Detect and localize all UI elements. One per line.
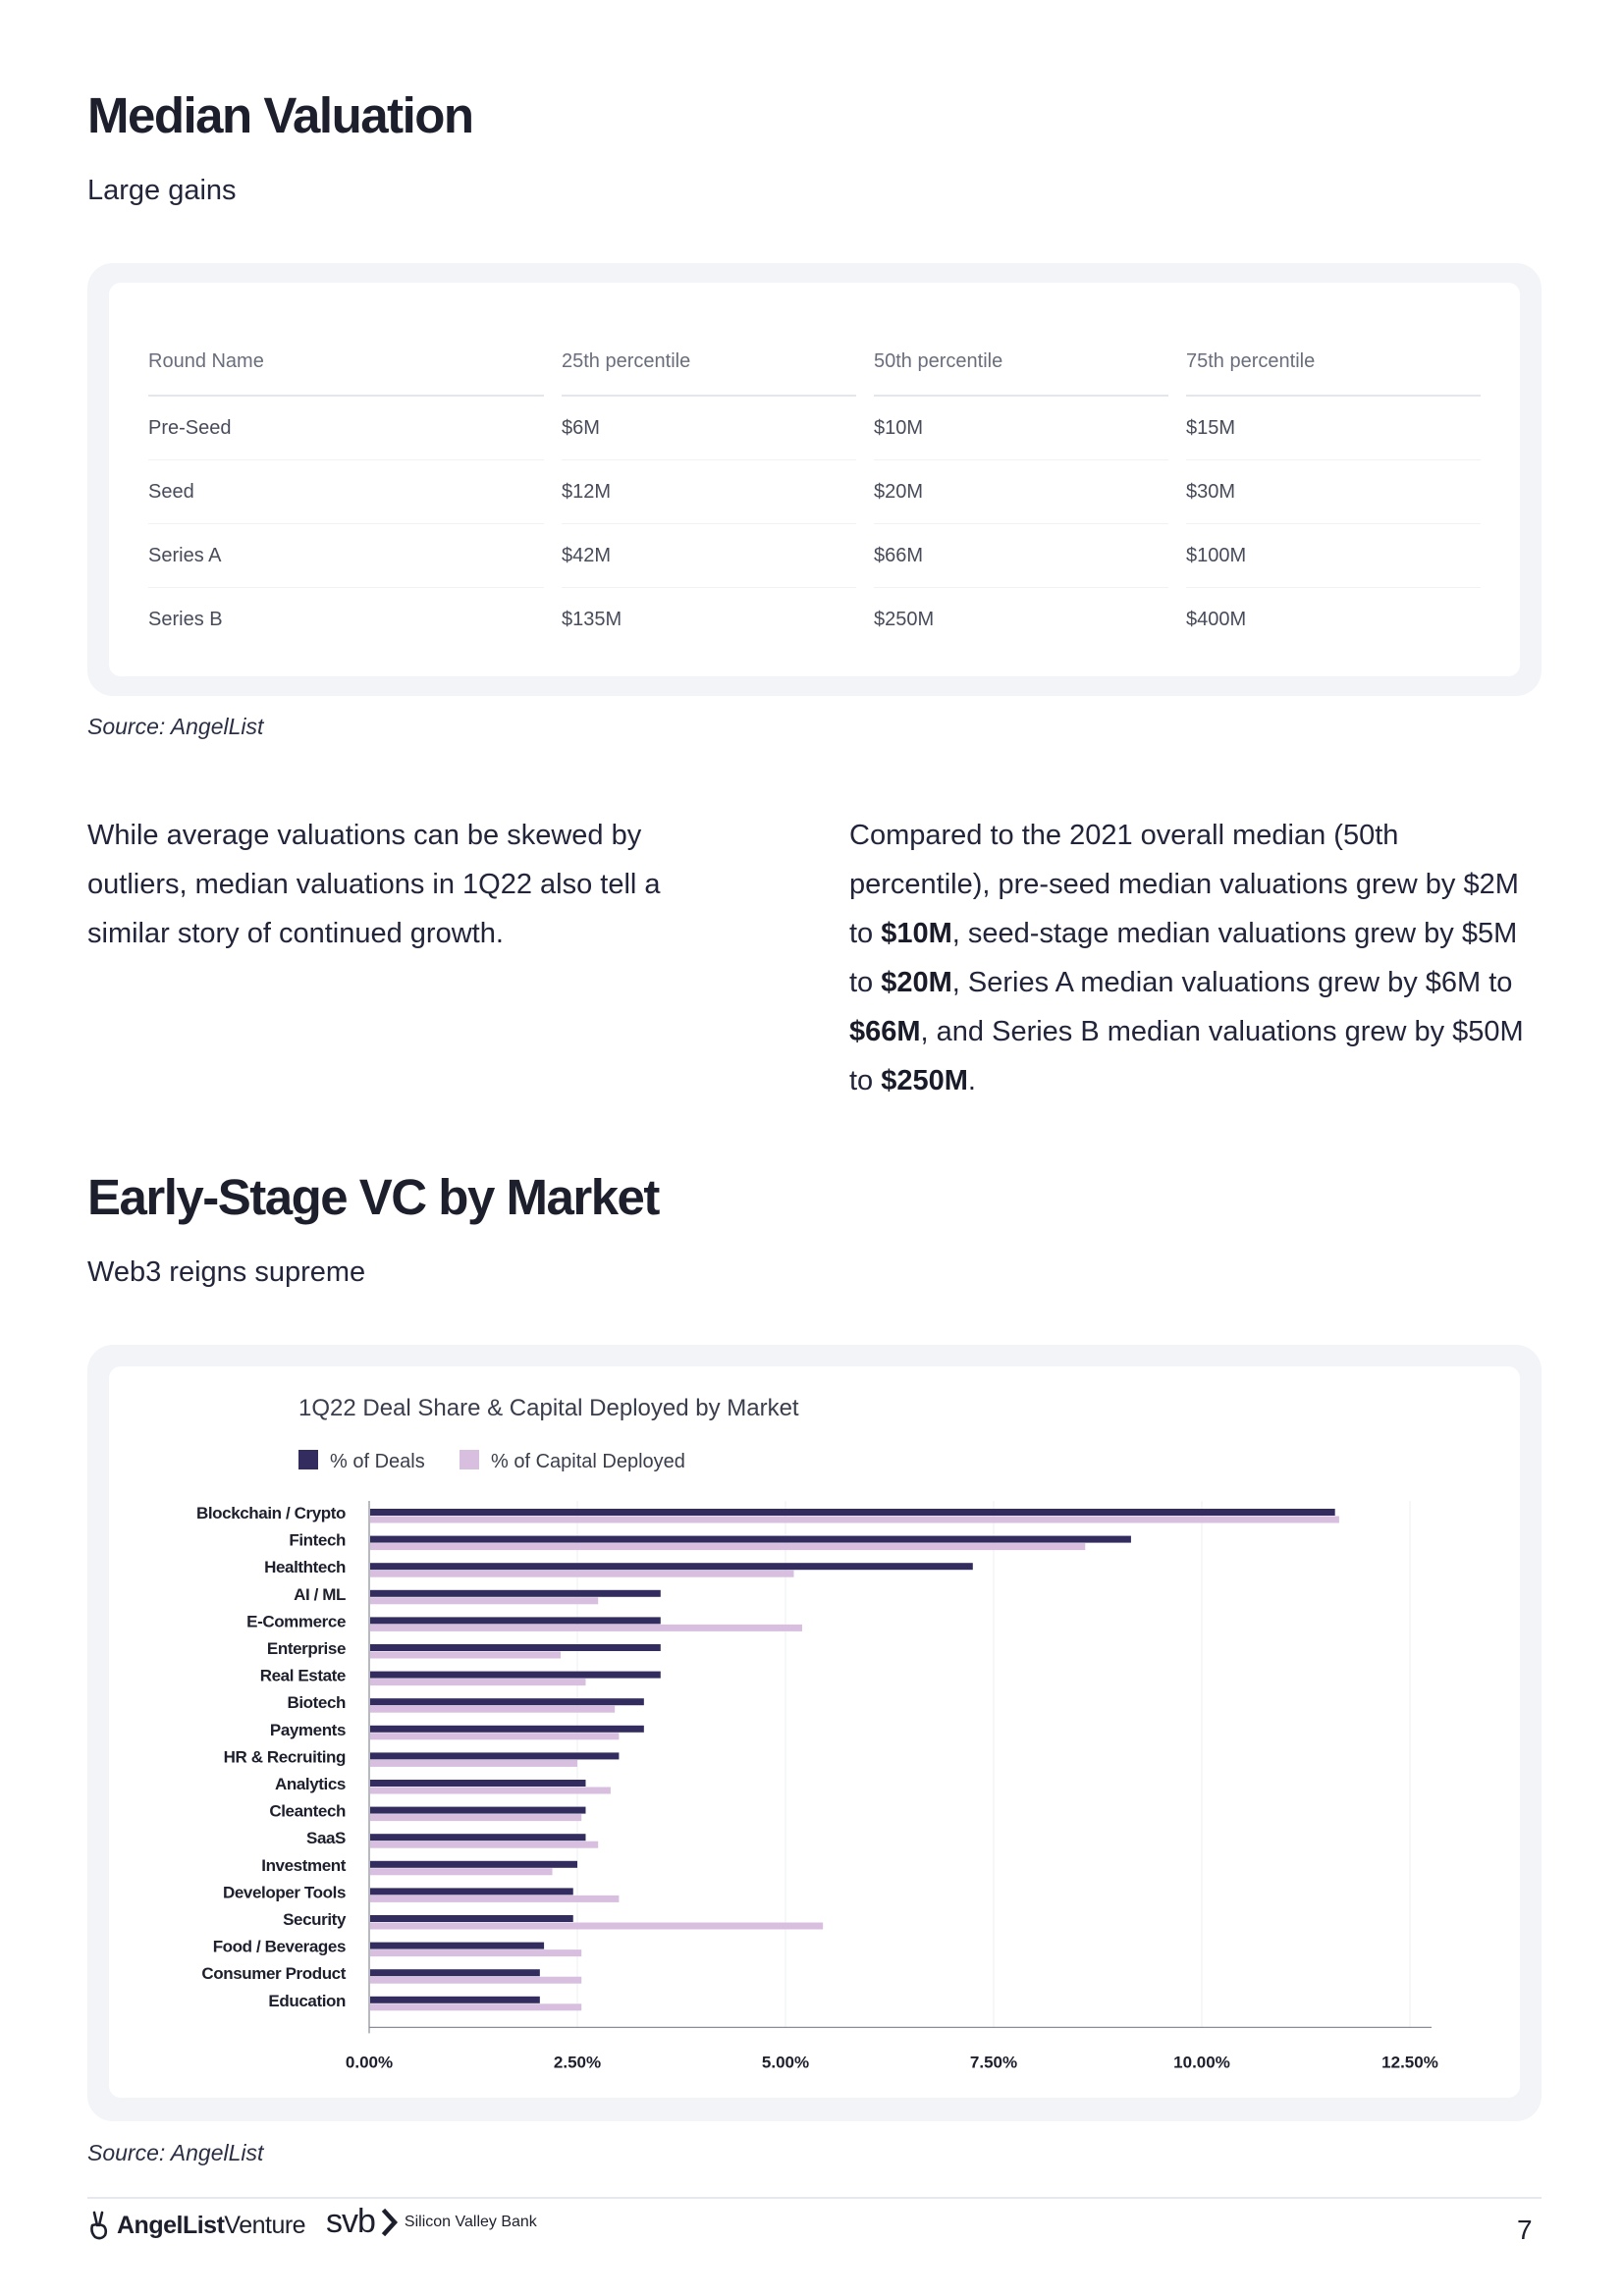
bar-deals: [370, 1861, 577, 1868]
cell-p50: $10M: [874, 397, 1168, 460]
svb-logo: svb Silicon Valley Bank: [326, 2203, 537, 2240]
svb-chevron-icon: [381, 2209, 399, 2236]
bar-capital: [370, 1949, 581, 1956]
cell-p50: $250M: [874, 608, 935, 630]
cell-p75: $100M: [1186, 524, 1481, 588]
category-label: Security: [283, 1910, 346, 1929]
header-round-name: Round Name: [148, 328, 544, 397]
bar-deals: [370, 1834, 585, 1841]
category-label: Fintech: [289, 1530, 346, 1550]
market-bar-chart: [109, 1366, 1520, 2098]
table-row: [148, 460, 1481, 524]
x-tick-label: 2.50%: [553, 2053, 602, 2072]
legend-label-capital: % of Capital Deployed: [491, 1451, 685, 1472]
category-label: Education: [268, 1991, 346, 2010]
category-label: Cleantech: [269, 1801, 346, 1821]
chart-card: [87, 1345, 1542, 2121]
category-label: Blockchain / Crypto: [195, 1504, 346, 1522]
bar-deals: [370, 1536, 1131, 1543]
bar-deals: [370, 1563, 973, 1570]
category-label: Payments: [269, 1720, 346, 1739]
legend-swatch-capital: [460, 1450, 479, 1469]
category-label: Biotech: [287, 1693, 346, 1713]
bar-deals: [370, 1888, 573, 1895]
bar-capital: [370, 1733, 619, 1739]
cell-p75: $15M: [1186, 397, 1481, 460]
category-label: Real Estate: [259, 1666, 346, 1685]
bar-capital: [370, 1517, 1339, 1523]
bar-capital: [370, 1977, 581, 1984]
header-25th: 25th percentile: [562, 328, 856, 397]
valuation-table-card: [87, 263, 1542, 696]
table-source-note: Source: AngelList: [87, 714, 264, 739]
bar-deals: [370, 1780, 585, 1787]
table-row: [148, 397, 1481, 460]
bar-capital: [370, 1679, 585, 1685]
cell-p50: $66M: [874, 524, 1168, 588]
bar-capital: [370, 1760, 577, 1767]
table-row: [148, 588, 1481, 651]
bar-deals: [370, 1672, 661, 1679]
bar-capital: [370, 1814, 581, 1821]
bar-capital: [370, 1652, 561, 1659]
section-title-median-valuation: Median Valuation: [87, 87, 473, 143]
bar-capital: [370, 1625, 802, 1631]
chart-title: 1Q22 Deal Share & Capital Deployed by Market: [298, 1395, 799, 1421]
category-label: HR & Recruiting: [223, 1747, 346, 1767]
header-50th: 50th percentile: [874, 328, 1168, 397]
bar-deals: [370, 1590, 661, 1597]
footer-divider: [87, 2197, 1542, 2199]
x-tick-label: 5.00%: [761, 2053, 810, 2072]
bar-capital: [370, 1706, 615, 1713]
bar-capital: [370, 1868, 553, 1875]
bar-deals: [370, 1807, 585, 1814]
bar-capital: [370, 1842, 598, 1848]
cell-round: Series B: [148, 608, 223, 630]
category-label: Food / Beverages: [212, 1937, 346, 1956]
x-tick-label: 7.50%: [969, 2053, 1018, 2072]
bar-capital: [370, 1896, 619, 1902]
chart-source-note: Source: AngelList: [87, 2140, 264, 2165]
bar-capital: [370, 1923, 823, 1930]
valuation-table-panel: [109, 283, 1520, 676]
bar-capital: [370, 1788, 611, 1794]
x-tick-label: 12.50%: [1381, 2053, 1438, 2072]
bar-capital: [370, 1571, 793, 1577]
category-label: Healthtech: [264, 1558, 346, 1577]
table-row: [148, 524, 1481, 588]
category-label: Developer Tools: [223, 1883, 346, 1902]
bar-deals: [370, 1726, 644, 1733]
body-paragraph-right: Compared to the 2021 overall median (50th percentile), pre-seed median valuations grew by $2M to $10M, seed-stage median valuations grew by $5M to $20M, Series A median valuations grew by $6M to $66M, and Series B median valuations grew by $50M to $250M.: [849, 820, 1524, 1096]
cell-p75: $30M: [1186, 460, 1481, 524]
bar-deals: [370, 1698, 644, 1705]
category-label: AI / ML: [294, 1584, 346, 1604]
category-label: Investment: [261, 1855, 346, 1875]
cell-p25: $42M: [562, 524, 856, 588]
cell-p25: $135M: [562, 608, 622, 630]
cell-round: Pre-Seed: [148, 397, 544, 460]
chart-panel: [109, 1366, 1520, 2098]
category-label: Consumer Product: [201, 1964, 346, 1984]
section-title-early-stage-vc: Early-Stage VC by Market: [87, 1169, 659, 1225]
legend-label-deals: % of Deals: [330, 1451, 425, 1472]
x-tick-label: 10.00%: [1173, 2053, 1230, 2072]
angellist-logo: AngelListVenture: [87, 2211, 305, 2240]
cell-round: Series A: [148, 524, 544, 588]
cell-p25: $12M: [562, 460, 856, 524]
cell-p75: $400M: [1186, 608, 1247, 630]
bar-deals: [370, 1644, 661, 1651]
body-paragraph-left: While average valuations can be skewed by outliers, median valuations in 1Q22 also tell a similar story of continued growth.: [87, 820, 661, 949]
bar-capital: [370, 1543, 1085, 1550]
bar-deals: [370, 1997, 540, 2003]
bar-deals: [370, 1915, 573, 1922]
category-label: Enterprise: [266, 1639, 346, 1658]
bar-capital: [370, 2003, 581, 2010]
cell-p50: $20M: [874, 460, 1168, 524]
cell-p25: $6M: [562, 397, 856, 460]
cell-round: Seed: [148, 460, 544, 524]
category-label: Analytics: [275, 1775, 346, 1793]
x-tick-label: 0.00%: [345, 2053, 394, 2072]
category-label: SaaS: [306, 1829, 346, 1848]
header-75th: 75th percentile: [1186, 328, 1481, 397]
bar-deals: [370, 1943, 544, 1949]
bar-deals: [370, 1509, 1335, 1516]
page-number: 7: [1517, 2215, 1533, 2245]
legend-swatch-deals: [298, 1450, 318, 1469]
bar-deals: [370, 1617, 661, 1624]
section-subtitle: Web3 reigns supreme: [87, 1256, 366, 1288]
bar-capital: [370, 1597, 598, 1604]
table-header-row: [148, 328, 1481, 397]
bar-deals: [370, 1969, 540, 1976]
angellist-hand-icon: [87, 2211, 109, 2240]
bar-deals: [370, 1752, 619, 1759]
section-subtitle: Large gains: [87, 175, 237, 206]
category-label: E-Commerce: [246, 1612, 346, 1631]
valuation-table: [148, 328, 1481, 651]
